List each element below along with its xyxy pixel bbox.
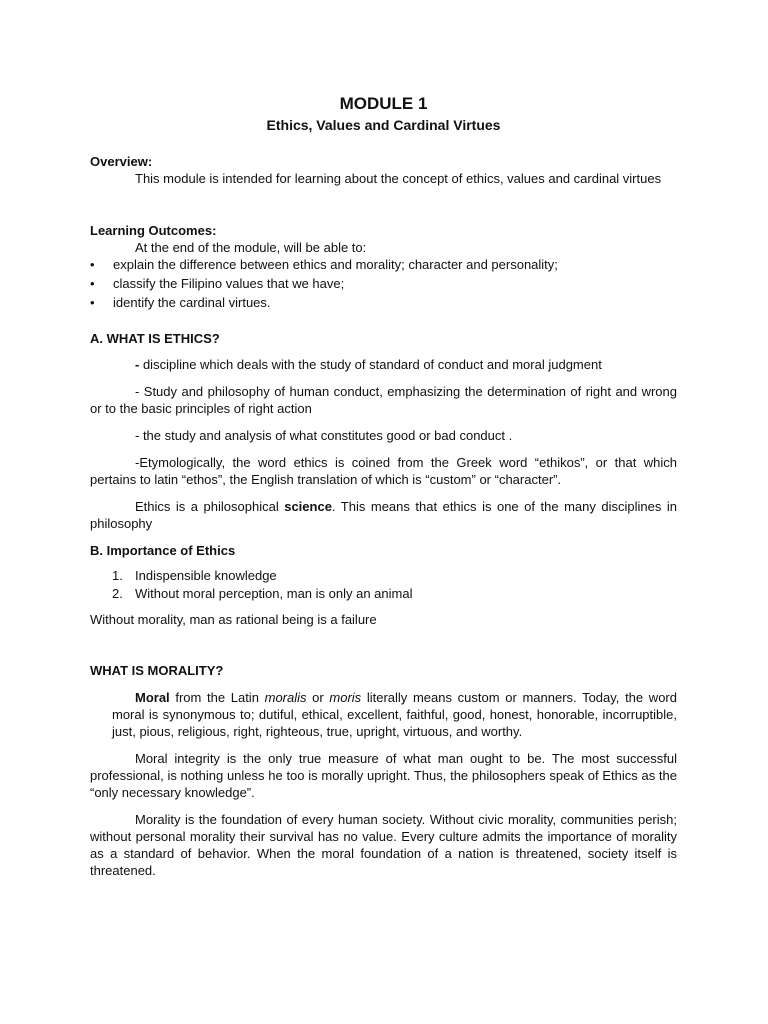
overview-text: This module is intended for learning about the concept of ethics, values and cardinal virtues [135,171,662,186]
section-a-heading: A. WHAT IS ETHICS? [90,331,220,346]
learning-outcomes-label: Learning Outcomes: [90,223,217,238]
module-subtitle: Ethics, Values and Cardinal Virtues [266,117,501,133]
list-item-text: Without moral perception, man is only an animal [135,586,413,601]
science-post-text: . This means that ethics is one of the many disciplines in philosophy [90,499,677,531]
importance-conclusion: Without morality, man as rational being is a failure [90,612,377,627]
moral-text-b: or [306,690,330,705]
list-item [90,275,677,292]
ethics-definition-1 [90,356,677,373]
moral-latin-2: moris [329,690,362,705]
list-number: 1. [112,568,123,583]
module-title: MODULE 1 [339,94,428,113]
what-is-morality-section [90,662,677,879]
learning-outcomes-section [90,222,677,311]
list-item [90,256,677,273]
list-number: 2. [112,586,123,601]
learning-outcomes-list [90,256,677,311]
moral-text-a: from the Latin [169,690,265,705]
ethics-etymology: -Etymologically, the word ethics is coined from the Greek word “ethikos”, or that which pertains to latin “ethos”, the English translation of which is “custom” or “character”. [90,455,677,487]
learning-outcomes-intro: At the end of the module, will be able to: [135,240,367,255]
list-item-text: Indispensible knowledge [135,568,277,583]
section-b-heading: B. Importance of Ethics [90,543,236,558]
overview-label: Overview: [90,154,153,169]
bullet-icon: • [90,295,95,310]
morality-foundation-paragraph: Morality is the foundation of every human society. Without civic morality, communities perish; without personal morality their survival has no value. Every culture admits the importance of morality as a standard of behavior. When the moral foundation of a nation is threatened, society itself is threatened. [90,812,677,878]
list-item-text: classify the Filipino values that we have; [113,276,345,291]
importance-list [90,567,677,602]
ethics-definition-3: - the study and analysis of what constitutes good or bad conduct . [135,428,513,443]
moral-text-c: literally means custom or manners. Today, the word moral is synonymous to; dutiful, ethical, excellent, faithful, good, honest, honorable, incorruptible, just, pious, religious, right, righteous, true, upright, virtuous, and worthy. [112,690,677,739]
document-body [90,93,677,879]
moral-integrity-paragraph: Moral integrity is the only true measure of what man ought to be. The most successful professional, is nothing unless he too is morally upright. Thus, the philosophers speak of Ethics as the “only necessary knowledge”. [90,751,677,800]
list-item-text: identify the cardinal virtues. [113,295,271,310]
morality-heading: WHAT IS MORALITY? [90,663,224,678]
importance-of-ethics-section [90,542,677,628]
list-item [90,585,677,602]
list-item-text: explain the difference between ethics and morality; character and personality; [113,257,558,272]
list-item [90,567,677,584]
moral-definition [112,689,677,740]
ethics-definition-2: - Study and philosophy of human conduct, emphasizing the determination of right and wrong or to the basic principles of right action [90,384,677,416]
bullet-icon: • [90,257,95,272]
definition-text: discipline which deals with the study of standard of conduct and moral judgment [139,357,602,372]
moral-term: Moral [135,690,170,705]
bullet-icon: • [90,276,95,291]
overview-section [90,153,677,187]
what-is-ethics-section [90,330,677,532]
science-pre-text: Ethics is a philosophical [135,499,285,514]
moral-latin-1: moralis [264,690,307,705]
ethics-science-paragraph [90,498,677,532]
science-bold-text: science [284,499,332,514]
list-item [90,294,677,311]
definition-dash: - [135,357,140,372]
